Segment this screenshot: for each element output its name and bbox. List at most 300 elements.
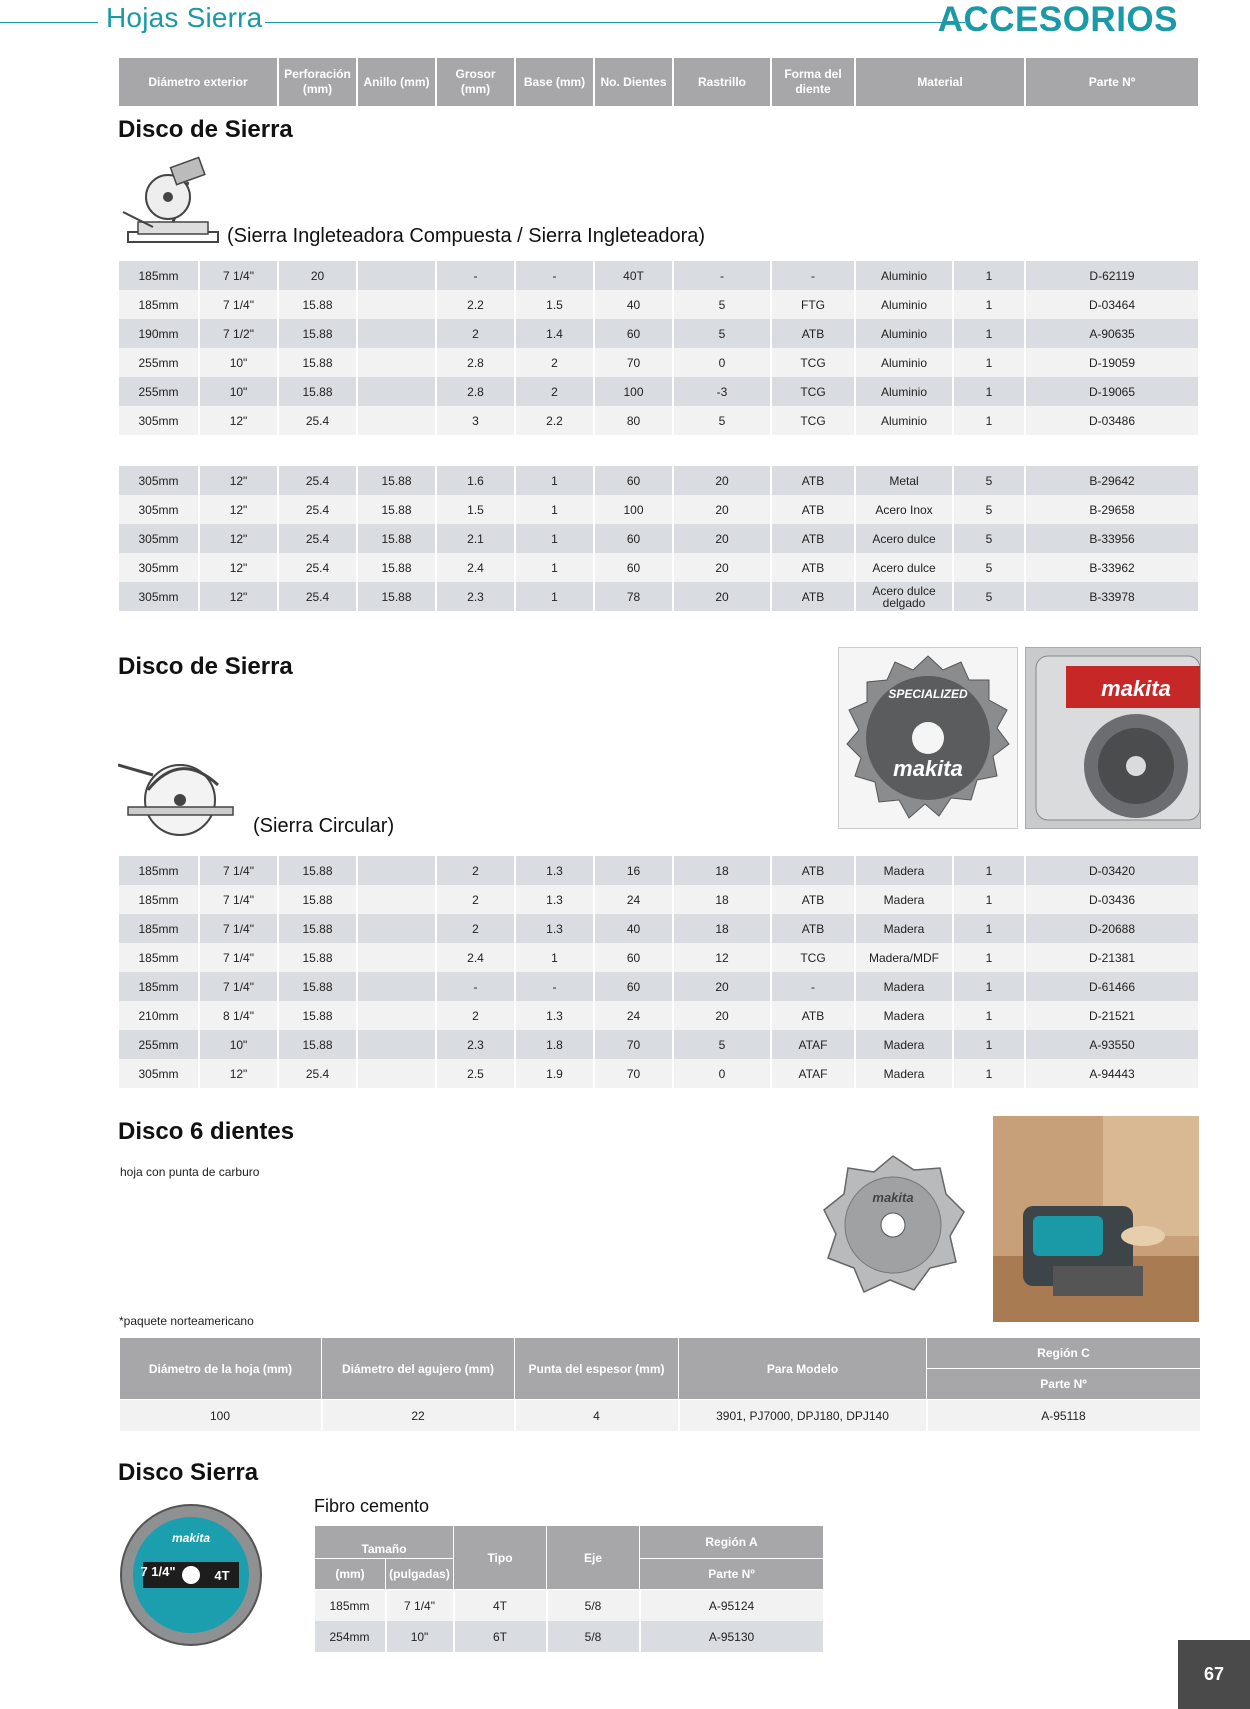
table-cell: TCG <box>771 406 855 435</box>
part-header: Parte Nº <box>927 1369 1201 1400</box>
table-cell: D-03436 <box>1025 885 1199 914</box>
table-cell: 10" <box>199 1030 278 1059</box>
table-cell: 1 <box>953 856 1025 885</box>
blade-label: SPECIALIZED <box>888 687 968 701</box>
table-cell: Madera/MDF <box>855 943 953 972</box>
table-cell: D-19059 <box>1025 348 1199 377</box>
table-cell: 2 <box>436 319 515 348</box>
table-cell: Aluminio <box>855 290 953 319</box>
table-cell: 3901, PJ7000, DPJ180, DPJ140 <box>679 1400 927 1432</box>
column-header-row <box>119 58 1199 106</box>
table-cell: ATB <box>771 524 855 553</box>
table-cell: 185mm <box>119 856 199 885</box>
table-cell: ATAF <box>771 1059 855 1088</box>
table-cell: ATB <box>771 856 855 885</box>
table-cell: 60 <box>594 466 673 495</box>
table-cell: 70 <box>594 1059 673 1088</box>
table-cell: 7 1/4" <box>386 1590 454 1622</box>
table-cell: 2 <box>436 1001 515 1030</box>
table-cell: 20 <box>278 261 357 290</box>
table-cell: 24 <box>594 1001 673 1030</box>
table-cell: 1.3 <box>515 1001 594 1030</box>
table-cell: 1.5 <box>515 290 594 319</box>
table-cell: B-29658 <box>1025 495 1199 524</box>
table-row <box>120 1400 1201 1432</box>
table-row <box>119 377 1199 406</box>
table-cell: 2.1 <box>436 524 515 553</box>
table-cell: 5 <box>953 553 1025 582</box>
table-cell: 255mm <box>119 1030 199 1059</box>
table-cell: 1.3 <box>515 914 594 943</box>
table-cell: 2.8 <box>436 377 515 406</box>
table-cell: Madera <box>855 1001 953 1030</box>
table-cell: 4T <box>454 1590 547 1622</box>
table-cell: 15.88 <box>278 1030 357 1059</box>
table-cell: 10" <box>199 348 278 377</box>
table-row <box>119 348 1199 377</box>
table-cell <box>357 856 436 885</box>
table-cell: Madera <box>855 885 953 914</box>
table-cell: 12" <box>199 466 278 495</box>
table-cell: 25.4 <box>278 553 357 582</box>
table-cell: 70 <box>594 1030 673 1059</box>
table-cell: 190mm <box>119 319 199 348</box>
table-cell <box>357 1059 436 1088</box>
table-cell: 305mm <box>119 1059 199 1088</box>
packaged-blade-photo <box>1025 647 1201 829</box>
table-cell: 1.6 <box>436 466 515 495</box>
table-cell: 0 <box>673 348 771 377</box>
table-cell: 10" <box>386 1621 454 1652</box>
table-cell: 1 <box>515 524 594 553</box>
table-cell: 1.3 <box>515 885 594 914</box>
table-cell: TCG <box>771 377 855 406</box>
header-rule-right <box>265 22 965 23</box>
spec-table <box>119 856 1200 1088</box>
table-cell: - <box>436 972 515 1001</box>
table-cell: 15.88 <box>278 943 357 972</box>
table-cell: 305mm <box>119 406 199 435</box>
table-cell: 5 <box>953 524 1025 553</box>
table-row <box>119 885 1199 914</box>
table-cell: B-33956 <box>1025 524 1199 553</box>
table-cell: 1 <box>515 582 594 611</box>
table-cell: 12" <box>199 582 278 611</box>
table-cell: Aluminio <box>855 319 953 348</box>
table-cell: Metal <box>855 466 953 495</box>
table-cell: Acero dulce delgado <box>855 582 953 611</box>
table-cell: 6T <box>454 1621 547 1652</box>
table-cell: 15.88 <box>357 466 436 495</box>
table-row <box>119 261 1199 290</box>
table-cell: 25.4 <box>278 582 357 611</box>
table-cell: 1 <box>953 1001 1025 1030</box>
table-cell: TCG <box>771 348 855 377</box>
table-cell: 2.3 <box>436 582 515 611</box>
table-cell: ATB <box>771 495 855 524</box>
table-cell: 25.4 <box>278 406 357 435</box>
table-cell: 12" <box>199 524 278 553</box>
table-cell: Acero dulce <box>855 524 953 553</box>
size-header: Tamaño <box>315 1526 454 1559</box>
table-cell: 1.5 <box>436 495 515 524</box>
table-cell: D-20688 <box>1025 914 1199 943</box>
table-cell: 7 1/2" <box>199 319 278 348</box>
table-cell: 210mm <box>119 1001 199 1030</box>
table-cell: 10" <box>199 377 278 406</box>
col-header: Forma del diente <box>771 58 855 106</box>
table-cell: - <box>771 261 855 290</box>
table-cell: 254mm <box>315 1621 386 1652</box>
table-row <box>119 1030 1199 1059</box>
table-cell: 15.88 <box>278 1001 357 1030</box>
table-cell: 1 <box>953 406 1025 435</box>
section-subtitle: Fibro cemento <box>314 1496 430 1516</box>
table-cell <box>357 319 436 348</box>
specialized-blade-photo <box>838 647 1018 829</box>
table-cell: 20 <box>673 972 771 1001</box>
table-cell: - <box>771 972 855 1001</box>
table-cell: 2.4 <box>436 943 515 972</box>
col-header: Diámetro del agujero (mm) <box>322 1338 515 1400</box>
table-cell: 2.8 <box>436 348 515 377</box>
table-cell: Madera <box>855 972 953 1001</box>
table-cell: D-21381 <box>1025 943 1199 972</box>
table-cell: 15.88 <box>278 972 357 1001</box>
table-header-row <box>120 1338 1201 1369</box>
table-cell: 7 1/4" <box>199 885 278 914</box>
table-cell <box>357 261 436 290</box>
table-cell: 12" <box>199 495 278 524</box>
table-cell: - <box>673 261 771 290</box>
table-cell <box>357 972 436 1001</box>
col-header: Diámetro exterior <box>119 58 278 106</box>
table-cell: FTG <box>771 290 855 319</box>
page-number: 67 <box>1178 1640 1250 1709</box>
footnote: *paquete norteamericano <box>119 1314 254 1328</box>
table-cell: B-29642 <box>1025 466 1199 495</box>
table-cell: 185mm <box>315 1590 386 1622</box>
table-cell: Aluminio <box>855 377 953 406</box>
table-cell: 5 <box>953 582 1025 611</box>
table-cell: 305mm <box>119 582 199 611</box>
table-cell: 1.8 <box>515 1030 594 1059</box>
table-cell: B-33962 <box>1025 553 1199 582</box>
table-cell: 305mm <box>119 524 199 553</box>
col-header: Material <box>855 58 1025 106</box>
table-cell: D-03486 <box>1025 406 1199 435</box>
table-cell: Aluminio <box>855 406 953 435</box>
table-cell <box>357 1030 436 1059</box>
six-tooth-blade-photo <box>818 1150 968 1300</box>
table-cell <box>357 1001 436 1030</box>
table-cell: 5 <box>673 406 771 435</box>
table-cell: D-61466 <box>1025 972 1199 1001</box>
table-cell: ATB <box>771 582 855 611</box>
fiber-cement-table <box>314 1525 825 1652</box>
fiber-cement-blade-photo <box>118 1502 264 1648</box>
table-row <box>119 856 1199 885</box>
table-row <box>119 406 1199 435</box>
table-cell: 12" <box>199 553 278 582</box>
table-cell: ATB <box>771 885 855 914</box>
table-cell: 2.5 <box>436 1059 515 1088</box>
section-title: Disco Sierra <box>118 1459 259 1486</box>
table-cell: 70 <box>594 348 673 377</box>
table-cell: A-95118 <box>927 1400 1201 1432</box>
table-cell: 185mm <box>119 261 199 290</box>
table-row <box>119 553 1199 582</box>
table-cell: 7 1/4" <box>199 290 278 319</box>
table-cell: 15.88 <box>357 582 436 611</box>
table-cell: 1 <box>953 943 1025 972</box>
table-cell: 22 <box>322 1400 515 1432</box>
table-cell: 7 1/4" <box>199 943 278 972</box>
table-cell: Madera <box>855 1059 953 1088</box>
table-cell: 5 <box>953 495 1025 524</box>
table-row <box>119 1001 1199 1030</box>
table-cell: 80 <box>594 406 673 435</box>
blade-teeth-label: 4T <box>214 1568 230 1583</box>
table-cell: D-21521 <box>1025 1001 1199 1030</box>
table-cell: 1 <box>953 972 1025 1001</box>
table-cell: 20 <box>673 524 771 553</box>
table-cell: 15.88 <box>357 524 436 553</box>
table-cell: 2.2 <box>436 290 515 319</box>
table-row <box>315 1590 824 1622</box>
table-cell: 25.4 <box>278 495 357 524</box>
table-cell <box>357 290 436 319</box>
table-cell: 1 <box>515 553 594 582</box>
in-header: (pulgadas) <box>386 1559 454 1590</box>
table-cell: 15.88 <box>278 290 357 319</box>
table-cell: Madera <box>855 1030 953 1059</box>
table-cell: 7 1/4" <box>199 856 278 885</box>
table-cell: A-95130 <box>640 1621 824 1652</box>
section-title: Disco de Sierra <box>118 116 293 143</box>
spec-table <box>119 466 1200 611</box>
table-cell: Aluminio <box>855 261 953 290</box>
brand-logo: makita <box>872 1190 914 1205</box>
table-cell: 7 1/4" <box>199 972 278 1001</box>
table-row <box>119 914 1199 943</box>
table-row <box>119 943 1199 972</box>
table-cell: 25.4 <box>278 1059 357 1088</box>
table-cell: Madera <box>855 914 953 943</box>
table-cell: 20 <box>673 495 771 524</box>
table-cell: 20 <box>673 1001 771 1030</box>
spec-table <box>119 261 1200 435</box>
col-header: Punta del espesor (mm) <box>515 1338 679 1400</box>
table-cell: 60 <box>594 553 673 582</box>
table-cell: 12" <box>199 1059 278 1088</box>
table-cell <box>357 885 436 914</box>
col-header: Grosor (mm) <box>436 58 515 106</box>
table-cell: 1.9 <box>515 1059 594 1088</box>
table-cell: 60 <box>594 319 673 348</box>
col-header: Rastrillo <box>673 58 771 106</box>
table-cell: 15.88 <box>278 377 357 406</box>
table-cell: 60 <box>594 524 673 553</box>
table-cell: 15.88 <box>357 495 436 524</box>
table-cell: 1 <box>953 377 1025 406</box>
table-cell <box>357 406 436 435</box>
table-row <box>119 1059 1199 1088</box>
region-header: Región C <box>927 1338 1201 1369</box>
table-cell <box>357 377 436 406</box>
table-row <box>119 319 1199 348</box>
table-cell: 185mm <box>119 972 199 1001</box>
table-cell: 2 <box>436 885 515 914</box>
table-cell: 305mm <box>119 466 199 495</box>
table-cell: 4 <box>515 1400 679 1432</box>
table-row <box>119 495 1199 524</box>
axis-header: Eje <box>547 1526 640 1590</box>
table-cell: 2 <box>436 856 515 885</box>
table-cell: Acero dulce <box>855 553 953 582</box>
table-cell: 40 <box>594 290 673 319</box>
table-cell: D-62119 <box>1025 261 1199 290</box>
biscuit-joiner-photo <box>993 1116 1199 1322</box>
biscuit-blade-table <box>119 1337 1202 1431</box>
table-cell: 1 <box>953 914 1025 943</box>
table-cell: 18 <box>673 856 771 885</box>
table-cell: 12 <box>673 943 771 972</box>
region-header: Región A <box>640 1526 824 1559</box>
table-cell: 2 <box>436 914 515 943</box>
table-cell: TCG <box>771 943 855 972</box>
table-row <box>119 582 1199 611</box>
table-cell: Aluminio <box>855 348 953 377</box>
table-cell: 2 <box>515 377 594 406</box>
table-cell: 100 <box>120 1400 322 1432</box>
table-cell: 15.88 <box>278 885 357 914</box>
col-header: Anillo (mm) <box>357 58 436 106</box>
table-cell: 25.4 <box>278 466 357 495</box>
circular-saw-image <box>118 745 243 845</box>
table-cell: - <box>515 261 594 290</box>
table-cell: 1 <box>515 495 594 524</box>
table-cell: 2.4 <box>436 553 515 582</box>
table-cell <box>357 348 436 377</box>
table-row <box>119 466 1199 495</box>
table-cell: 1 <box>953 1030 1025 1059</box>
table-cell: 1 <box>953 290 1025 319</box>
table-cell: 2 <box>515 348 594 377</box>
table-cell: Madera <box>855 856 953 885</box>
table-cell: A-94443 <box>1025 1059 1199 1088</box>
table-cell: ATB <box>771 319 855 348</box>
blade-size-label: 7 1/4" <box>140 1564 176 1579</box>
table-cell: 2.3 <box>436 1030 515 1059</box>
section-note: hoja con punta de carburo <box>120 1165 260 1179</box>
table-cell: 60 <box>594 943 673 972</box>
table-cell: 12" <box>199 406 278 435</box>
brand-logo: makita <box>1101 676 1171 701</box>
table-cell: 1 <box>953 348 1025 377</box>
table-cell: 60 <box>594 972 673 1001</box>
col-header: Parte Nº <box>1025 58 1199 106</box>
table-cell: 20 <box>673 466 771 495</box>
table-cell: B-33978 <box>1025 582 1199 611</box>
table-cell: ATB <box>771 553 855 582</box>
table-cell: 305mm <box>119 553 199 582</box>
table-cell: 15.88 <box>278 319 357 348</box>
table-cell: 255mm <box>119 348 199 377</box>
table-cell: 20 <box>673 553 771 582</box>
table-cell <box>357 943 436 972</box>
table-cell: A-93550 <box>1025 1030 1199 1059</box>
table-row <box>119 972 1199 1001</box>
table-cell: 8 1/4" <box>199 1001 278 1030</box>
table-cell: 0 <box>673 1059 771 1088</box>
table-cell: 1 <box>953 261 1025 290</box>
table-cell: 15.88 <box>278 914 357 943</box>
category-title: ACCESORIOS <box>937 0 1178 39</box>
table-cell: 1 <box>953 1059 1025 1088</box>
table-cell: 255mm <box>119 377 199 406</box>
table-cell: 5 <box>953 466 1025 495</box>
table-cell: D-19065 <box>1025 377 1199 406</box>
table-cell: 24 <box>594 885 673 914</box>
table-header-row <box>315 1526 824 1559</box>
table-cell: 185mm <box>119 290 199 319</box>
table-cell: 1 <box>953 885 1025 914</box>
brand-logo: makita <box>171 1531 211 1545</box>
table-cell: 305mm <box>119 495 199 524</box>
miter-saw-image <box>118 152 223 252</box>
table-cell: 40T <box>594 261 673 290</box>
table-cell: 185mm <box>119 914 199 943</box>
table-cell: - <box>515 972 594 1001</box>
table-cell: 3 <box>436 406 515 435</box>
table-cell: -3 <box>673 377 771 406</box>
table-cell: Acero Inox <box>855 495 953 524</box>
table-cell: 18 <box>673 914 771 943</box>
table-cell: 5 <box>673 319 771 348</box>
table-cell: 78 <box>594 582 673 611</box>
table-cell: 1.3 <box>515 856 594 885</box>
table-cell: 1 <box>953 319 1025 348</box>
table-cell: 185mm <box>119 943 199 972</box>
table-cell: A-90635 <box>1025 319 1199 348</box>
table-cell: 16 <box>594 856 673 885</box>
type-header: Tipo <box>454 1526 547 1590</box>
col-header: Base (mm) <box>515 58 594 106</box>
table-cell: 1.4 <box>515 319 594 348</box>
table-cell: D-03464 <box>1025 290 1199 319</box>
section-subtitle: (Sierra Circular) <box>253 815 395 837</box>
brand-logo: makita <box>893 756 963 781</box>
table-cell: 5 <box>673 1030 771 1059</box>
col-header: Diámetro de la hoja (mm) <box>120 1338 322 1400</box>
table-cell: 25.4 <box>278 524 357 553</box>
col-header: No. Dientes <box>594 58 673 106</box>
table-cell: 5/8 <box>547 1590 640 1622</box>
table-cell: 1 <box>515 943 594 972</box>
column-header-table <box>119 58 1200 106</box>
table-cell <box>357 914 436 943</box>
table-cell: 185mm <box>119 885 199 914</box>
table-cell: ATB <box>771 1001 855 1030</box>
section-subtitle: (Sierra Ingleteadora Compuesta / Sierra Ingleteadora) <box>227 225 706 247</box>
table-cell: 20 <box>673 582 771 611</box>
table-cell: 100 <box>594 495 673 524</box>
table-cell: 7 1/4" <box>199 914 278 943</box>
table-cell: - <box>436 261 515 290</box>
table-row <box>315 1621 824 1652</box>
table-cell: 7 1/4" <box>199 261 278 290</box>
